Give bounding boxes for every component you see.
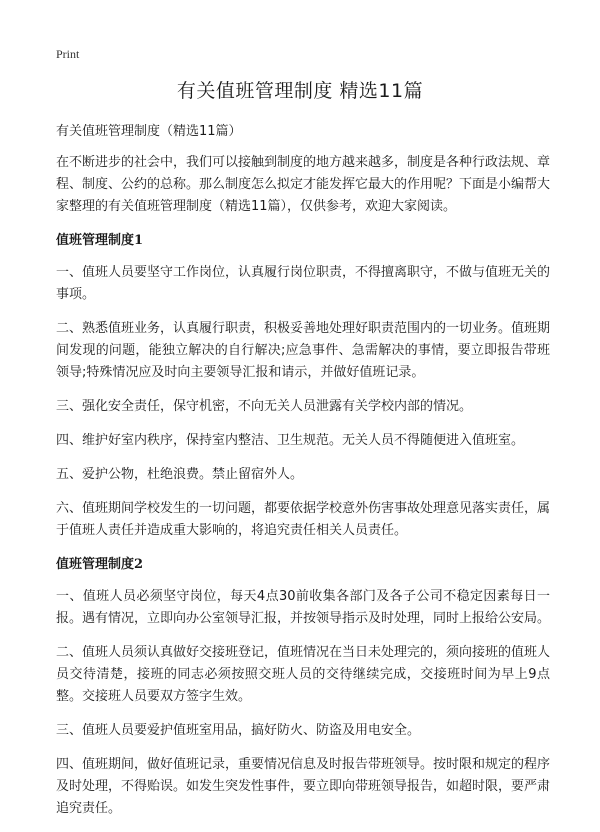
- section-paragraph: 三、强化安全责任，保守机密，不向无关人员泄露有关学校内部的情况。: [56, 399, 473, 414]
- section-paragraph: 二、熟悉值班业务，认真履行职责，积极妥善地处理好职责范围内的一切业务。值班期间发现的问题，能独立解决的自行解决;应急事件、急需解决的事情，要立即报告带班领导;特殊情况应及时向主要领导汇报和请示，并做好值班记录。: [56, 321, 551, 380]
- section-paragraph: 四、值班期间，做好值班记录，重要情况信息及时报告带班领导。按时限和规定的程序及时处理，不得贻误。如发生突发性事件，要立即向带班领导报告，如超时限，要严肃追究责任。: [56, 757, 551, 816]
- intro-paragraph: 在不断进步的社会中，我们可以接触到制度的地方越来越多，制度是各种行政法规、章程、制度、公约的总称。那么制度怎么拟定才能发挥它最大的作用呢？下面是小编帮大家整理的有关值班管理制度（精选11篇），仅供参考，欢迎大家阅读。: [56, 155, 551, 214]
- section-heading: 值班管理制度2: [56, 557, 144, 572]
- document-body: [56, 121, 550, 832]
- section-paragraph: 三、值班人员要爱护值班室用品，搞好防火、防盗及用电安全。: [56, 723, 421, 738]
- section-paragraph: 一、值班人员必须坚守岗位，每天4点30前收集各部门及各子公司不稳定因素每日一报。遇有情况，立即向办公室领导汇报，并按领导指示及时处理，同时上报给公安局。: [56, 589, 551, 626]
- section-heading: 值班管理制度1: [56, 233, 144, 248]
- section-paragraph: 四、维护好室内秩序，保持室内整洁、卫生规范。无关人员不得随便进入值班室。: [56, 433, 525, 448]
- section-paragraph: 二、值班人员须认真做好交接班登记，值班情况在当日未处理完的，须向接班的值班人员交待清楚，接班的同志必须按照交班人员的交待继续完成，交接班时间为早上9点整。交接班人员要双方签字生效。: [56, 645, 551, 704]
- page-title: 有关值班管理制度 精选11篇: [176, 80, 424, 102]
- document-subtitle: 有关值班管理制度（精选11篇）: [56, 124, 242, 139]
- section-paragraph: 六、值班期间学校发生的一切问题，都要依据学校意外伤害事故处理意见落实责任，属于值班人责任并造成重大影响的，将追究责任相关人员责任。: [56, 501, 551, 538]
- print-link[interactable]: Print: [56, 47, 80, 61]
- section-paragraph: 五、爱护公物，杜绝浪费。禁止留宿外人。: [56, 467, 304, 482]
- section-paragraph: 一、值班人员要坚守工作岗位，认真履行岗位职责，不得擅离职守，不做与值班无关的事项。: [56, 265, 551, 302]
